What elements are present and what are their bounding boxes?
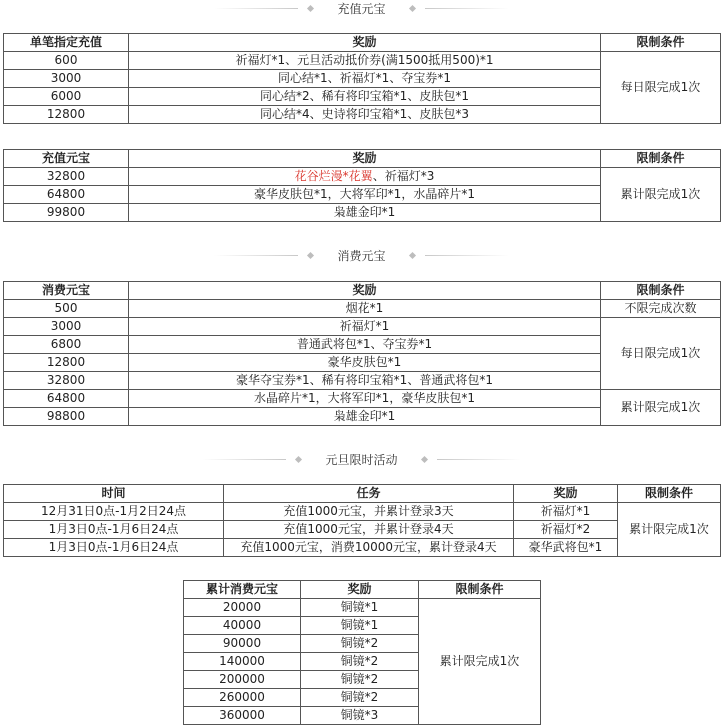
highlight-reward: 花谷烂漫*花翼 [294, 169, 373, 183]
diamond-icon [307, 251, 314, 258]
amount-cell: 500 [4, 300, 129, 318]
section-title-consume: 消费元宝 [0, 247, 723, 263]
newyear-task-table [3, 484, 721, 557]
reward-cell: 铜镜*2 [301, 653, 419, 671]
reward-cell: 铜镜*1 [301, 617, 419, 635]
reward-cell: 烟花*1 [129, 300, 601, 318]
section-title-recharge: 充值元宝 [0, 0, 723, 16]
limit-cell: 累计限完成1次 [618, 503, 721, 557]
task-cell: 充值1000元宝，消费10000元宝，累计登录4天 [224, 539, 514, 557]
reward-rest: 、祈福灯*3 [372, 169, 435, 183]
amount-cell: 20000 [184, 599, 301, 617]
amount-cell: 3000 [4, 318, 129, 336]
consume-table [3, 281, 721, 426]
limit-cell: 累计限完成1次 [601, 168, 721, 222]
col-header: 限制条件 [601, 34, 721, 52]
limit-cell: 每日限完成1次 [601, 318, 721, 390]
amount-cell: 32800 [4, 372, 129, 390]
diamond-icon [420, 455, 427, 462]
reward-cell: 祈福灯*2 [514, 521, 618, 539]
reward-cell [129, 168, 601, 186]
amount-cell: 90000 [184, 635, 301, 653]
table-row [4, 300, 721, 318]
amount-cell: 98800 [4, 408, 129, 426]
amount-cell: 99800 [4, 204, 129, 222]
reward-cell: 豪华皮肤包*1，大将军印*1，水晶碎片*1 [129, 186, 601, 204]
cumulative-consume-table [183, 580, 541, 725]
reward-cell: 祈福灯*1 [514, 503, 618, 521]
amount-cell: 40000 [184, 617, 301, 635]
recharge-single-table [3, 33, 721, 124]
table-row [4, 521, 721, 539]
col-header: 限制条件 [618, 485, 721, 503]
table-header-row [4, 282, 721, 300]
col-header: 奖励 [129, 34, 601, 52]
table-row [184, 599, 541, 617]
section-title-newyear: 元旦限时活动 [0, 451, 723, 467]
table-row [4, 503, 721, 521]
reward-cell: 枭雄金印*1 [129, 204, 601, 222]
table-row [4, 52, 721, 70]
amount-cell: 600 [4, 52, 129, 70]
amount-cell: 200000 [184, 671, 301, 689]
table-row [4, 390, 721, 408]
col-header: 限制条件 [601, 282, 721, 300]
divider-line [437, 459, 521, 460]
amount-cell: 3000 [4, 70, 129, 88]
task-cell: 充值1000元宝，并累计登录3天 [224, 503, 514, 521]
col-header: 奖励 [301, 581, 419, 599]
diamond-icon [295, 455, 302, 462]
table-header-row [4, 150, 721, 168]
col-header: 时间 [4, 485, 224, 503]
limit-cell: 累计限完成1次 [601, 390, 721, 426]
diamond-icon [408, 4, 415, 11]
diamond-icon [408, 251, 415, 258]
diamond-icon [307, 4, 314, 11]
amount-cell: 140000 [184, 653, 301, 671]
amount-cell: 32800 [4, 168, 129, 186]
reward-cell: 豪华皮肤包*1 [129, 354, 601, 372]
reward-cell: 铜镜*2 [301, 689, 419, 707]
reward-cell: 铜镜*3 [301, 707, 419, 725]
amount-cell: 12800 [4, 354, 129, 372]
col-header: 累计消费元宝 [184, 581, 301, 599]
divider-line [425, 255, 509, 256]
col-header: 单笔指定充值 [4, 34, 129, 52]
col-header: 任务 [224, 485, 514, 503]
table-header-row [184, 581, 541, 599]
table-header-row [4, 34, 721, 52]
table-row [4, 539, 721, 557]
col-header: 奖励 [514, 485, 618, 503]
reward-cell: 祈福灯*1、元旦活动抵价券(满1500抵用500)*1 [129, 52, 601, 70]
reward-cell: 同心结*2、稀有将印宝箱*1、皮肤包*1 [129, 88, 601, 106]
limit-cell: 不限完成次数 [601, 300, 721, 318]
limit-cell: 每日限完成1次 [601, 52, 721, 124]
col-header: 奖励 [129, 282, 601, 300]
reward-cell: 水晶碎片*1，大将军印*1，豪华皮肤包*1 [129, 390, 601, 408]
col-header: 消费元宝 [4, 282, 129, 300]
col-header: 限制条件 [419, 581, 541, 599]
reward-cell: 豪华夺宝券*1、稀有将印宝箱*1、普通武将包*1 [129, 372, 601, 390]
col-header: 限制条件 [601, 150, 721, 168]
amount-cell: 6000 [4, 88, 129, 106]
reward-cell: 同心结*1、祈福灯*1、夺宝券*1 [129, 70, 601, 88]
reward-cell: 同心结*4、史诗将印宝箱*1、皮肤包*3 [129, 106, 601, 124]
reward-cell: 铜镜*2 [301, 635, 419, 653]
table-header-row [4, 485, 721, 503]
divider-line [202, 459, 286, 460]
amount-cell: 12800 [4, 106, 129, 124]
divider-line [425, 8, 509, 9]
time-cell: 1月3日0点-1月6日24点 [4, 521, 224, 539]
divider-line [214, 8, 298, 9]
recharge-cumulative-table [3, 149, 721, 222]
table-row [4, 168, 721, 186]
amount-cell: 260000 [184, 689, 301, 707]
reward-cell: 铜镜*2 [301, 671, 419, 689]
reward-cell: 祈福灯*1 [129, 318, 601, 336]
task-cell: 充值1000元宝，并累计登录4天 [224, 521, 514, 539]
limit-cell: 累计限完成1次 [419, 599, 541, 725]
amount-cell: 6800 [4, 336, 129, 354]
amount-cell: 64800 [4, 186, 129, 204]
table-row [4, 318, 721, 336]
amount-cell: 360000 [184, 707, 301, 725]
time-cell: 1月3日0点-1月6日24点 [4, 539, 224, 557]
divider-line [214, 255, 298, 256]
reward-cell: 铜镜*1 [301, 599, 419, 617]
time-cell: 12月31日0点-1月2日24点 [4, 503, 224, 521]
col-header: 奖励 [129, 150, 601, 168]
amount-cell: 64800 [4, 390, 129, 408]
reward-cell: 普通武将包*1、夺宝券*1 [129, 336, 601, 354]
reward-cell: 枭雄金印*1 [129, 408, 601, 426]
reward-cell: 豪华武将包*1 [514, 539, 618, 557]
col-header: 充值元宝 [4, 150, 129, 168]
